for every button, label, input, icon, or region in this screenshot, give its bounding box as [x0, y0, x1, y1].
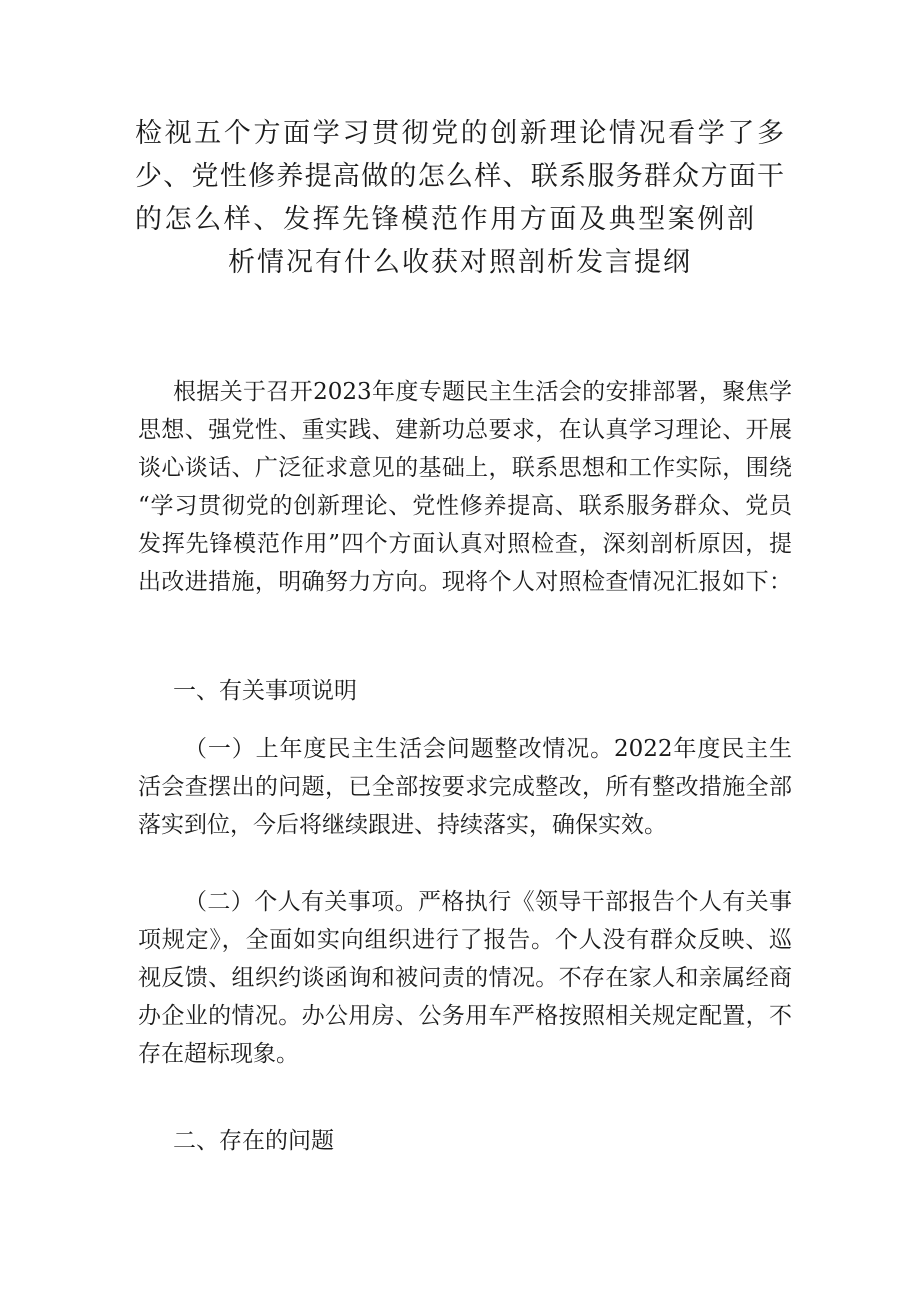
title-line: 检视五个方面学习贯彻党的创新理论情况看学了多 — [135, 118, 785, 149]
paragraph-line: 视反馈、组织约谈函询和被问责的情况。不存在家人和亲属经商 — [138, 965, 792, 991]
paragraph-line: 落实到位，今后将继续跟进、持续落实，确保实效。 — [138, 812, 667, 838]
paragraph-line: 思想、强党性、重实践、建新功总要求，在认真学习理论、开展 — [138, 417, 792, 443]
title-line: 少、党性修养提高做的怎么样、联系服务群众方面干 — [135, 161, 785, 192]
paragraph-line: 根据关于召开2023年度专题民主生活会的安排部署，聚焦学 — [173, 379, 792, 405]
paragraph-line: 活会查摆出的问题，已全部按要求完成整改，所有整改措施全部 — [138, 774, 792, 800]
title-line: 析情况有什么收获对照剖析发言提纲 — [228, 247, 692, 278]
paragraph-line: 谈心谈话、广泛征求意见的基础上，联系思想和工作实际，围绕 — [138, 455, 792, 481]
paragraph-line: 项规定》，全面如实向组织进行了报告。个人没有群众反映、巡 — [138, 927, 792, 953]
subsection-1-paragraph — [138, 730, 792, 844]
section-heading-2: 二、存在的问题 — [173, 1128, 334, 1154]
paragraph-line: 办企业的情况。办公用房、公务用车严格按照相关规定配置，不 — [138, 1003, 792, 1029]
paragraph-line: （一）上年度民主生活会问题整改情况。2022年度民主生 — [184, 736, 792, 762]
paragraph-line: 存在超标现象。 — [138, 1041, 299, 1067]
document-title — [135, 112, 785, 284]
title-line: 的怎么样、发挥先锋模范作用方面及典型案例剖 — [135, 204, 755, 235]
section-heading-1: 一、有关事项说明 — [173, 678, 357, 704]
paragraph-line: 出改进措施，明确努力方向。现将个人对照检查情况汇报如下： — [138, 569, 792, 595]
subsection-2-paragraph — [138, 883, 792, 1073]
paragraph-line: “学习贯彻党的创新理论、党性修养提高、联系服务群众、党员 — [138, 493, 792, 519]
paragraph-line: （二）个人有关事项。严格执行《领导干部报告个人有关事 — [184, 889, 792, 915]
paragraph-line: 发挥先锋模范作用”四个方面认真对照检查，深刻剖析原因，提 — [138, 531, 792, 557]
intro-paragraph — [138, 373, 792, 601]
